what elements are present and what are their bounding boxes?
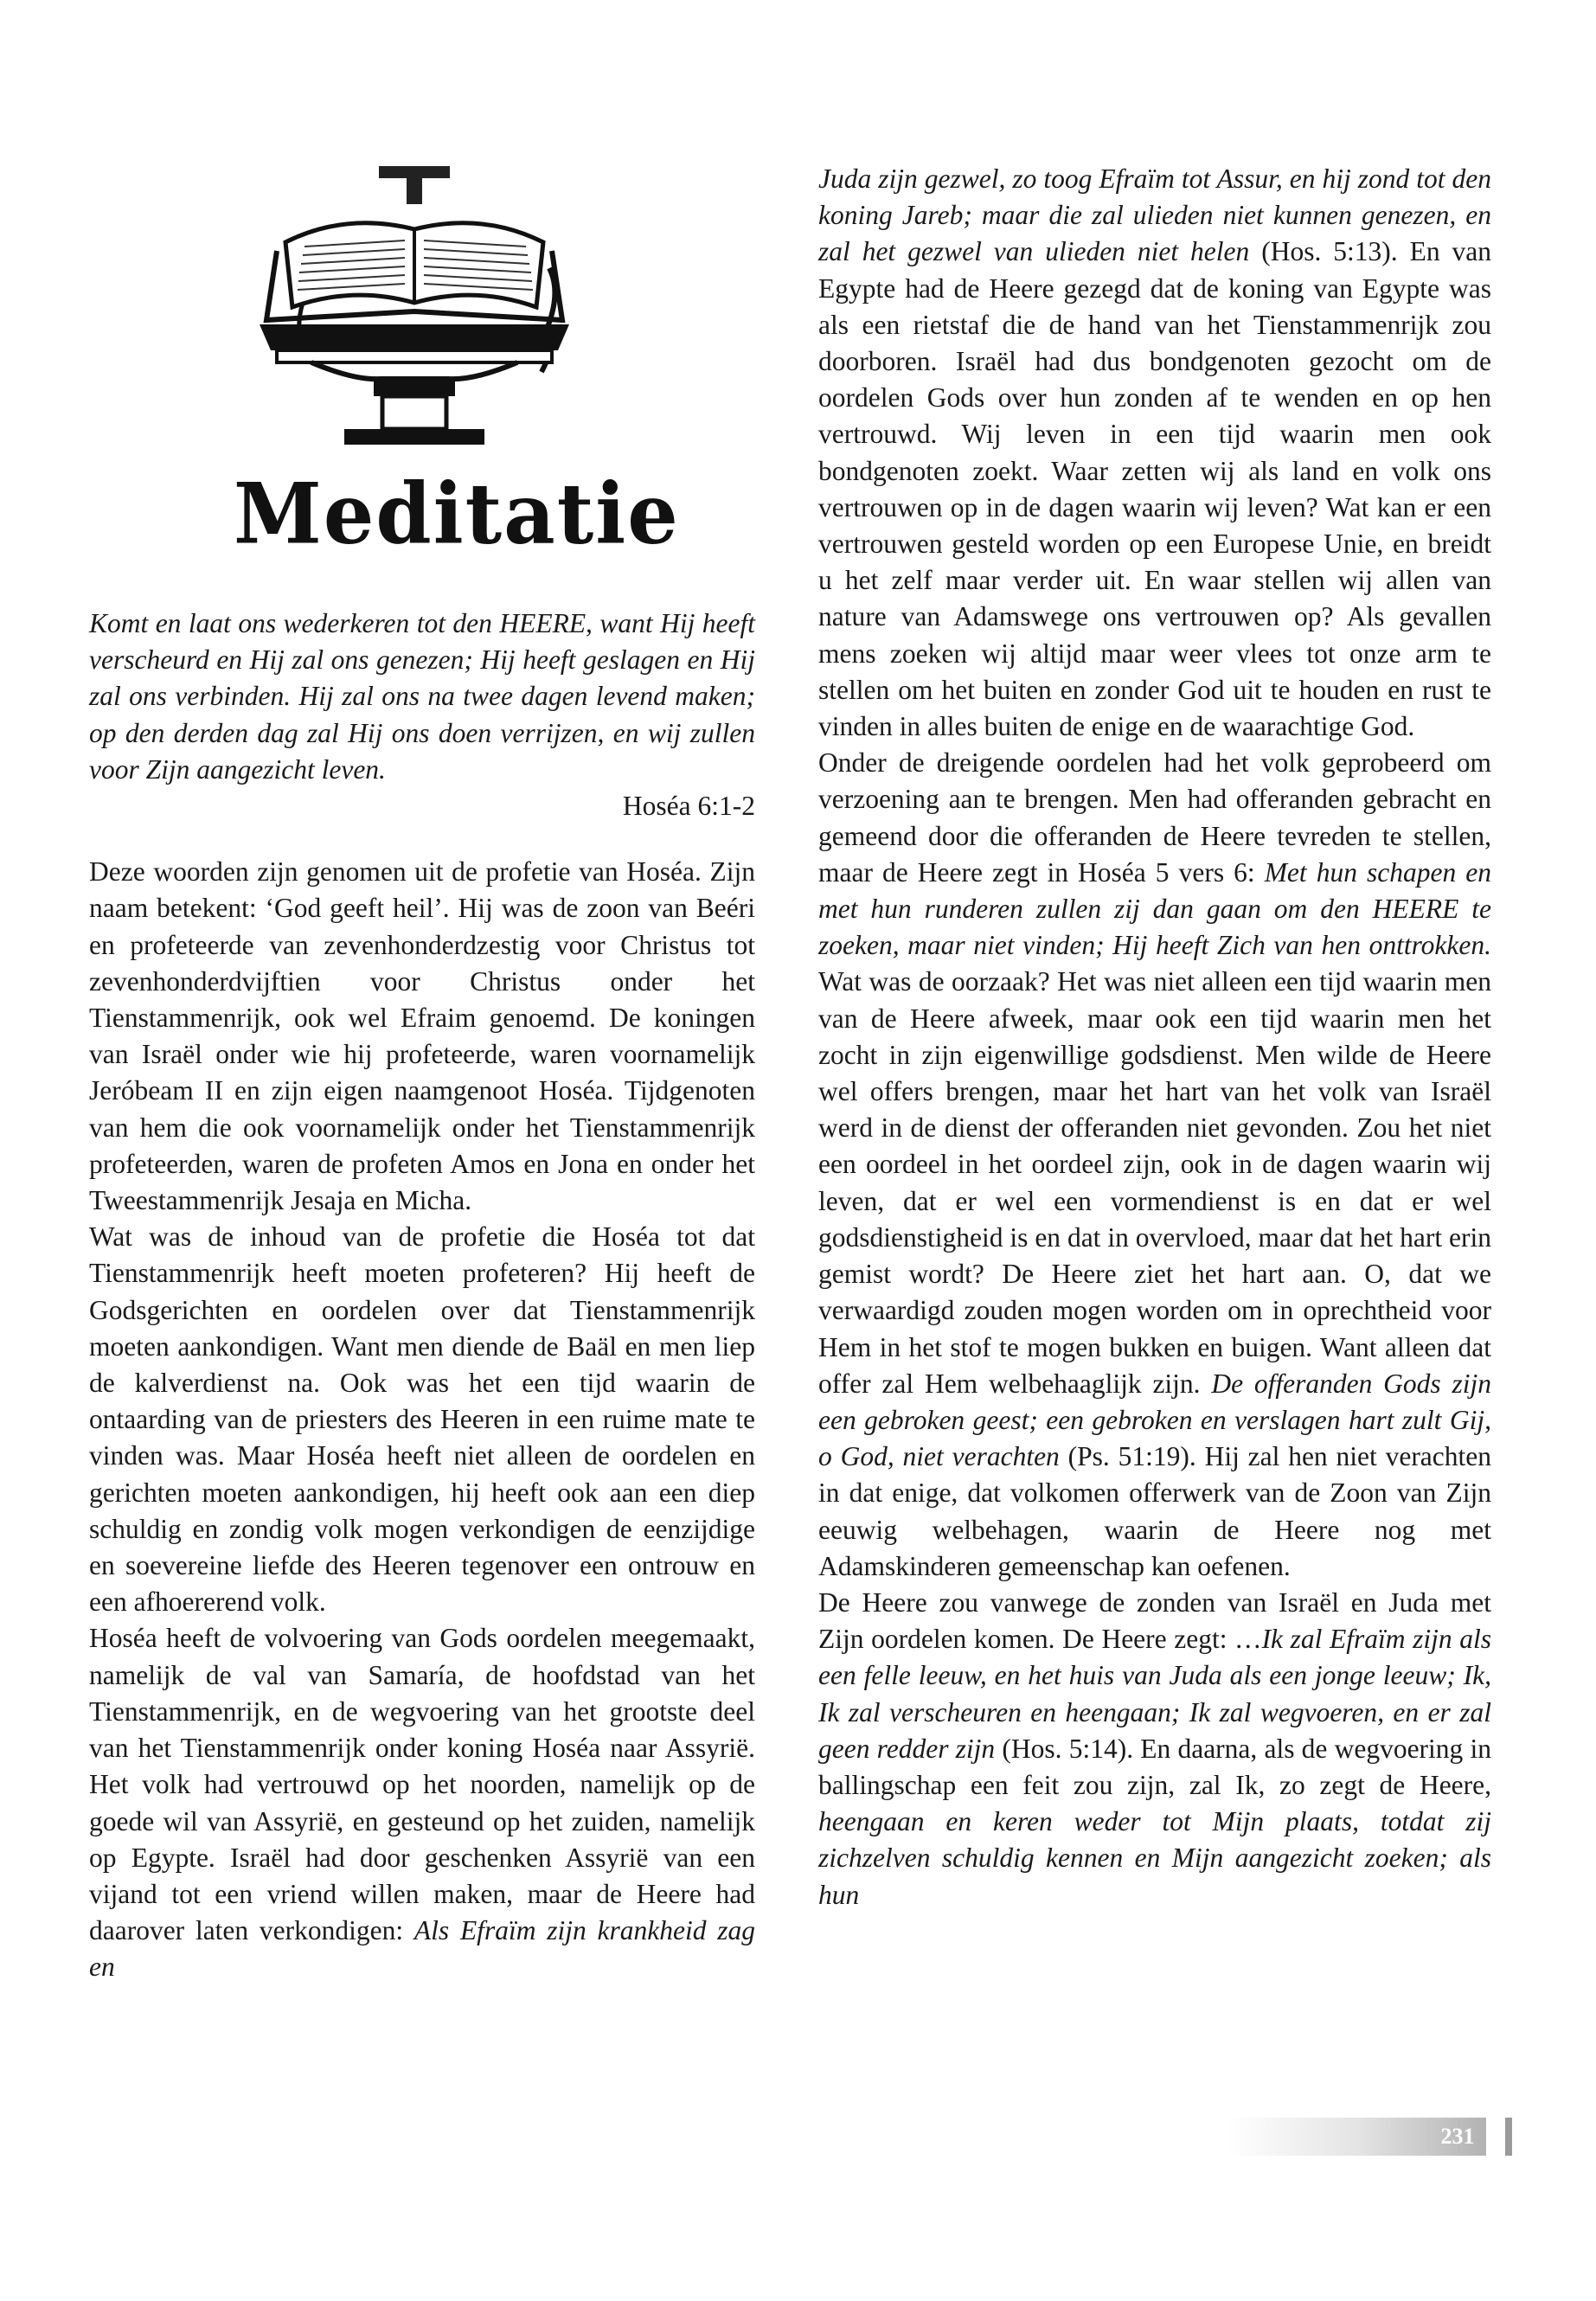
paragraph-text: (Ps. 51:19). Hij zal hen niet verachten in dat enige, dat volkomen offerwerk van de Zoon van Zijn eeuwig welbehagen, waarin de Heere nog met Adamskinderen gemeenschap kan oefenen.	[818, 1441, 1492, 1581]
page-number: 231	[1440, 2124, 1475, 2149]
paragraph	[818, 1585, 1491, 1913]
scripture-quote: Komt en laat ons wederkeren tot den HEERE, want Hij heeft verscheurd en Hij zal ons genezen; Hij heeft geslagen en Hij zal ons verbinden. Hij zal ons na twee dagen levend maken; op den derden dag zal Hij ons doen verrijzen, en wij zullen voor Zijn aangezicht leven.	[89, 608, 755, 785]
italic-quote: Als Efraïm zijn krankheid zag en	[89, 1915, 755, 1983]
paragraph	[818, 745, 1491, 1585]
paragraph-text: (Hos. 5:14). En daarna, als de wegvoering in ballingschap een feit zou zijn, zal Ik, zo zegt de Heere,	[818, 1733, 1491, 1800]
paragraph-text: Onder de dreigende oordelen had het volk geprobeerd om verzoening aan te brengen. Men had offeranden gebracht en gemeend door die offeranden de Heere tevreden te stellen, maar de Heere zegt in Hoséa 5 vers 6:	[818, 747, 1491, 888]
italic-quote: De offeranden Gods zijn een gebroken geest; een gebroken en verslagen hart zult Gij, o God, niet verachten	[818, 1368, 1491, 1472]
italic-quote: Met hun schapen en met hun runderen zullen zij dan gaan om den HEERE te zoeken, maar niet vinden; Hij heeft Zich van hen onttrokken.	[818, 856, 1491, 961]
scripture-reference: Hoséa 6:1-2	[622, 791, 755, 822]
paragraph	[818, 161, 1491, 745]
footer-marker	[1505, 2118, 1512, 2156]
paragraph-text: De Heere zou vanwege de zonden van Israël en Juda met Zijn oordelen komen. De Heere zegt: …	[818, 1586, 1491, 1655]
paragraph-text: Wat was de oorzaak? Het was niet alleen een tijd waarin men van de Heere afweek, maar ook een tijd waarin men het zocht in zijn eigenwillige godsdienst. Men wilde de Heere wel offers brengen, maar het hart van het volk van Israël werd in de dienst der offeranden niet gevonden. Zou het niet een oordeel in het oordeel zijn, ook in de dagen waarin wij leven, dat er wel een vormendienst is en dat er wel godsdienstigheid is en dat in overvloed, maar dat het hart erin gemist wordt? De Heere ziet het hart aan. O, dat we verwaardigd zouden mogen worden om in oprechtheid voor Hem in het stof te mogen bukken en buigen. Want alleen dat offer zal Hem welbehaaglijk zijn.	[818, 966, 1491, 1399]
left-column	[89, 606, 755, 1986]
italic-quote: heengaan en keren weder tot Mijn plaats, totdat zij zichzelven schuldig kennen en Mijn aangezicht zoeken; als hun	[818, 1806, 1491, 1910]
italic-quote: Ik zal Efraïm zijn als een felle leeuw, en het huis van Juda als een jonge leeuw; Ik, Ik zal verscheuren en heengaan; Ik zal wegvoeren, en er zal geen redder zijn	[818, 1624, 1491, 1764]
bible-lectern-illustration	[251, 164, 578, 450]
italic-quote: Juda zijn gezwel, zo toog Efraïm tot Assur, en hij zond tot den koning Jareb; maar die zal ulieden niet kunnen genezen, en zal het gezwel van ulieden niet helen	[818, 163, 1491, 267]
paragraph	[89, 1620, 755, 1985]
paragraph-text: Hoséa heeft de volvoering van Gods oordelen meegemaakt, namelijk de val van Samaría, de hoofdstad van het Tienstammenrijk, en de wegvoering van het grootste deel van het Tienstammenrijk onder koning Hoséa naar Assyrië. Het volk had vertrouwd op het noorden, namelijk op de goede wil van Assyrië, en gesteund op het zuiden, namelijk op Egypte. Israël had door geschenken Assyrië van een vijand tot een vriend willen maken, maar de Heere had daarover laten verkondigen:	[89, 1623, 755, 1946]
right-column	[818, 161, 1491, 1913]
paragraph: Deze woorden zijn genomen uit de profetie van Hoséa. Zijn naam betekent: ‘God geeft heil’. Hij was de zoon van Beéri en profeteerde van zevenhonderdzestig voor Christus tot zevenhonderdvijftien voor Christus onder het Tienstammenrijk, ook wel Efraim genoemd. De koningen van Israël onder wie hij profeteerde, waren voornamelijk Jeróbeam II en zijn eigen naamgenoot Hoséa. Tijdgenoten van hem die ook voornamelijk onder het Tienstammenrijk profeteerden, waren de profeten Amos en Jona en onder het Tweestammenrijk Jesaja en Micha.	[89, 856, 755, 1216]
paragraph-text: (Hos. 5:13). En van Egypte had de Heere gezegd dat de koning van Egypte was als een rietstaf die de hand van het Tienstammenrijk zou doorboren. Israël had dus bondgenoten gezocht om de oordelen Gods over hun zonden af te wenden en op hen vertrouwd. Wij leven in een tijd waarin men ook bondgenoten zoekt. Waar zetten wij als land en volk ons vertrouwen op in de dagen waarin wij leven? Wat kan er een vertrouwen gesteld worden op een Europese Unie, en breidt u het zelf maar verder uit. En waar stellen wij allen van nature van Adamswege ons vertrouwen op? Als gevallen mens zoeken wij altijd maar weer vlees tot onze arm te stellen om het buiten en zonder God uit te houden en rust te vinden in alles buiten de enige en de waarachtige God.	[818, 236, 1492, 742]
page-title: Meditatie	[234, 465, 680, 563]
paragraph: Wat was de inhoud van de profetie die Hoséa tot dat Tienstammenrijk heeft moeten profeteren? Hij heeft de Godsgerichten en oordelen over dat Tienstammenrijk moeten aankondigen. Want men diende de Baäl en men liep de kalverdienst na. Ook was het een tijd waarin de ontaarding van de priesters des Heeren in een ruime mate te vinden was. Maar Hoséa heeft niet alleen de oordelen en gerichten moeten aankondigen, hij heeft ook aan een diep schuldig en zondig volk mogen verkondigen de eenzijdige en soevereine liefde des Heeren tegenover een ontrouw en een afhoererend volk.	[89, 1221, 755, 1618]
